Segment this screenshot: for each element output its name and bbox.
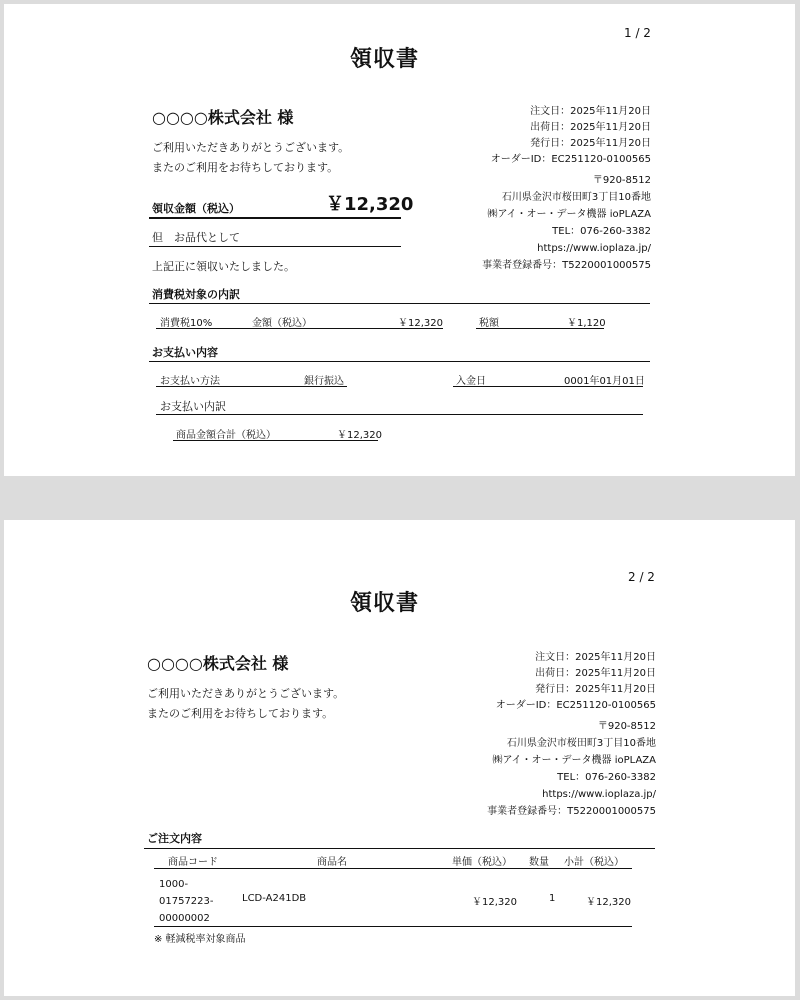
- message-line: またのご利用をお待ちしております。: [147, 707, 334, 720]
- issuer-postal: 〒920-8512: [597, 721, 656, 732]
- ship-date: 出荷日：2025年11月20日: [530, 122, 651, 133]
- payment-date-value: 0001年01月01日: [564, 376, 645, 387]
- issuer-phone: TEL：076-260-3382: [557, 772, 656, 783]
- issuer-registration: 事業者登録番号：T5220001000575: [487, 806, 656, 817]
- thank-you-message: [152, 138, 349, 178]
- page-number: 1 / 2: [624, 26, 651, 40]
- tax-section-rule: [149, 303, 650, 304]
- receipt-amount-label: 領収金額（税込）: [152, 202, 240, 215]
- column-header-code: 商品コード: [168, 857, 218, 868]
- thank-you-message: [147, 684, 344, 724]
- receipt-title: 領収書: [350, 591, 420, 616]
- tax-value-underline: [476, 328, 604, 329]
- product-code-part: 1000-: [159, 879, 189, 890]
- unit-price: ￥12,320: [472, 897, 517, 908]
- payment-method-underline: [156, 386, 347, 387]
- payment-date-underline: [453, 386, 643, 387]
- customer-name: ○○○○株式会社 様: [147, 654, 289, 673]
- ship-date: 出荷日：2025年11月20日: [535, 668, 656, 679]
- tax-amount-value: ￥12,320: [398, 318, 443, 329]
- tax-amount-underline: [156, 328, 443, 329]
- order-date: 注文日：2025年11月20日: [530, 106, 651, 117]
- receipt-note: 但 お品代として: [152, 231, 240, 244]
- column-header-unit-price: 単価（税込）: [452, 857, 512, 868]
- payment-method-label: お支払い方法: [160, 376, 220, 387]
- tax-value: ￥1,120: [567, 318, 606, 329]
- amount-underline: [149, 217, 401, 219]
- issuer-registration: 事業者登録番号：T5220001000575: [482, 260, 651, 271]
- order-info: [491, 104, 651, 168]
- product-code-part: 01757223-: [159, 896, 214, 907]
- column-header-name: 商品名: [317, 857, 347, 868]
- payment-date-label: 入金日: [456, 376, 486, 387]
- row-subtotal: ￥12,320: [586, 897, 631, 908]
- tax-section-heading: 消費税対象の内訳: [152, 288, 240, 301]
- issuer-url[interactable]: https://www.ioplaza.jp/: [542, 789, 656, 800]
- message-line: またのご利用をお待ちしております。: [152, 161, 339, 174]
- product-name: LCD-A241DB: [242, 893, 307, 904]
- order-id: オーダーID：EC251120-0100565: [490, 154, 651, 165]
- payment-breakdown-label: お支払い内訳: [160, 400, 226, 413]
- order-date: 注文日：2025年11月20日: [535, 652, 656, 663]
- issuer-address: 石川県金沢市桜田町3丁目10番地: [506, 738, 656, 749]
- customer-name: ○○○○株式会社 様: [152, 108, 294, 127]
- message-line: ご利用いただきありがとうございます。: [152, 141, 350, 154]
- tax-label: 税額: [479, 318, 499, 329]
- receipt-title: 領収書: [350, 47, 420, 72]
- issuer-company: ㈱アイ・オー・データ機器 ioPLAZA: [492, 755, 656, 766]
- order-info: [496, 650, 656, 714]
- issuer-url[interactable]: https://www.ioplaza.jp/: [537, 243, 651, 254]
- page-number: 2 / 2: [628, 570, 655, 584]
- receipt-confirmation: 上記正に領収いたしました。: [152, 260, 295, 273]
- subtotal-label: 商品金額合計（税込）: [176, 430, 276, 441]
- issuer-info: [487, 718, 656, 820]
- subtotal-value: ￥12,320: [337, 430, 382, 441]
- order-id: オーダーID：EC251120-0100565: [495, 700, 656, 711]
- issuer-address: 石川県金沢市桜田町3丁目10番地: [501, 192, 651, 203]
- column-header-subtotal: 小計（税込）: [564, 857, 624, 868]
- receipt-amount: ￥12,320: [326, 194, 414, 215]
- issuer-info: [482, 172, 651, 274]
- subtotal-underline: [173, 440, 378, 441]
- table-header-rule: [154, 868, 632, 869]
- payment-section-rule: [149, 361, 650, 362]
- receipt-page-2: [4, 520, 795, 996]
- tax-rate-label: 消費税10%: [160, 318, 213, 329]
- product-code: [159, 876, 214, 927]
- issue-date: 発行日：2025年11月20日: [530, 138, 651, 149]
- quantity: 1: [549, 893, 556, 904]
- order-section-heading: ご注文内容: [147, 832, 202, 845]
- note-underline: [149, 246, 401, 247]
- issuer-company: ㈱アイ・オー・データ機器 ioPLAZA: [487, 209, 651, 220]
- issuer-phone: TEL：076-260-3382: [552, 226, 651, 237]
- payment-section-heading: お支払い内容: [152, 346, 218, 359]
- order-section-rule: [144, 848, 655, 849]
- receipt-page-1: [4, 4, 795, 476]
- payment-breakdown-rule: [156, 414, 643, 415]
- table-bottom-rule: [154, 926, 632, 927]
- issue-date: 発行日：2025年11月20日: [535, 684, 656, 695]
- product-code-part: 00000002: [159, 913, 210, 924]
- message-line: ご利用いただきありがとうございます。: [147, 687, 345, 700]
- payment-method-value: 銀行振込: [304, 376, 344, 387]
- column-header-quantity: 数量: [529, 857, 549, 868]
- reduced-tax-footnote: ※ 軽減税率対象商品: [154, 934, 246, 945]
- issuer-postal: 〒920-8512: [592, 175, 651, 186]
- tax-amount-label: 金額（税込）: [252, 318, 312, 329]
